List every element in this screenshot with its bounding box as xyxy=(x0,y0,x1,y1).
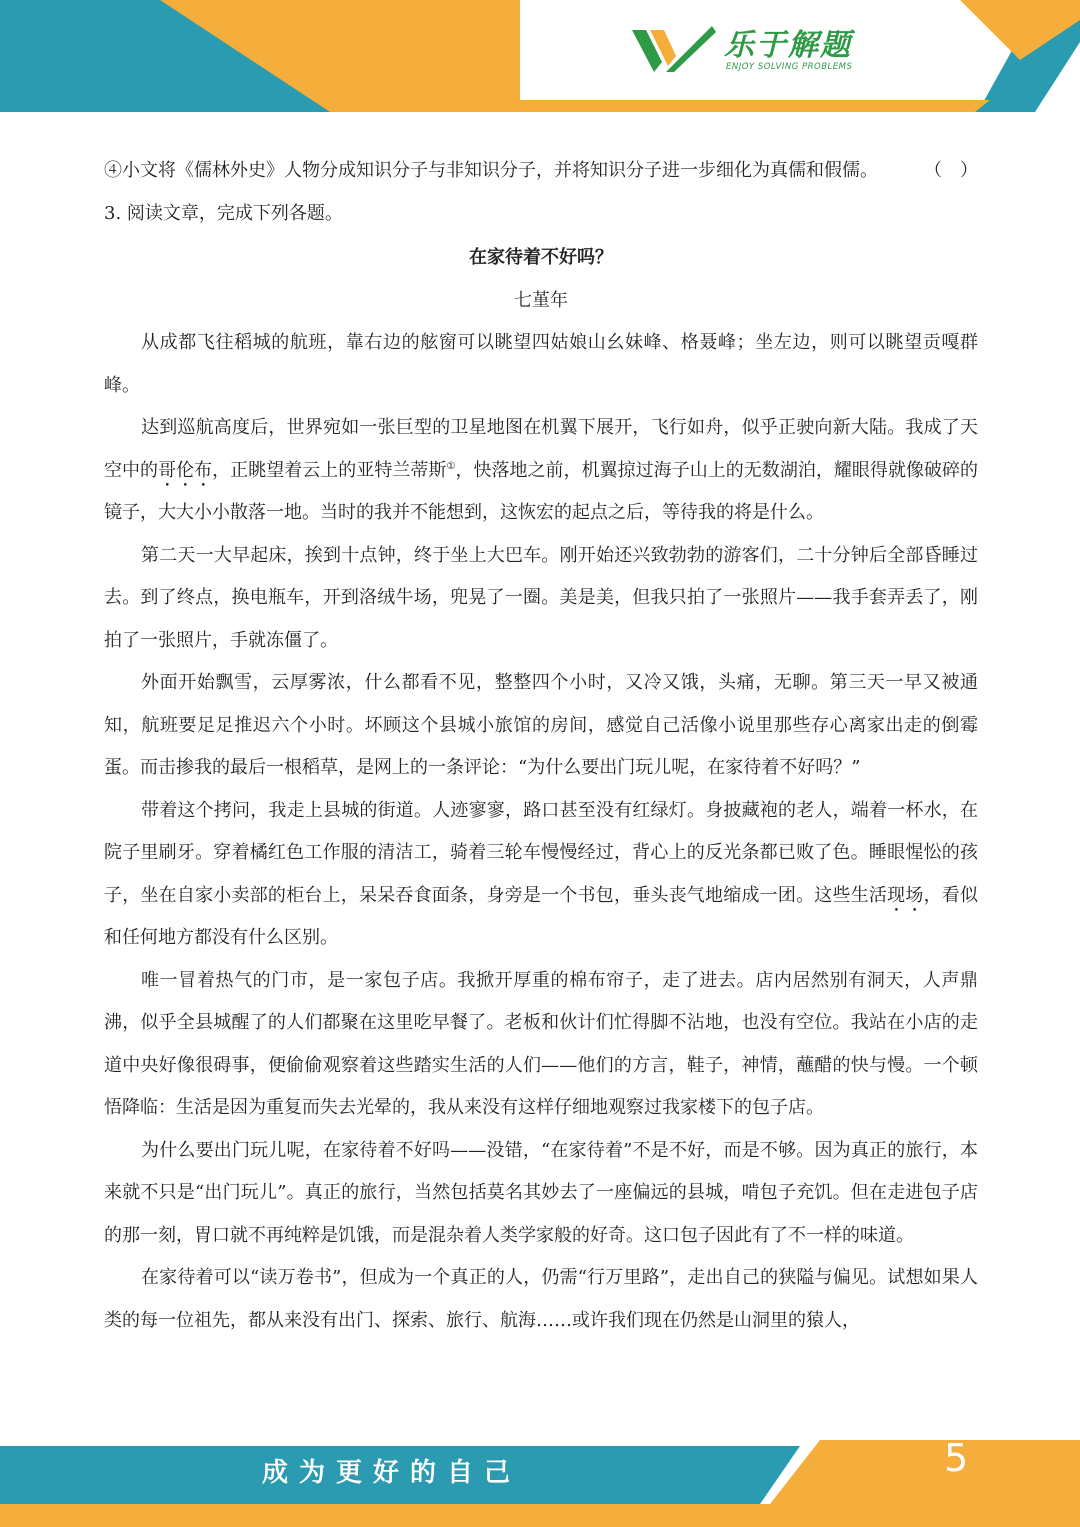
brand-name: 乐于解题 xyxy=(724,28,852,63)
paragraph-4: 外面开始飘雪，云厚雾浓，什么都看不见，整整四个小时，又冷又饿，头痛，无聊。第三天一早又被通知，航班要足足推迟六个小时。坏顾这个县城小旅馆的房间，感觉自己活像小说里那些存心离家出走的倒霉蛋。而击掺我的最后一根稻草，是网上的一条评论：“为什么要出门玩儿呢，在家待着不好吗？” xyxy=(104,672,978,778)
article-content xyxy=(104,150,978,1342)
question-3-heading: 3. 阅读文章，完成下列各题。 xyxy=(104,202,343,224)
paragraph-1: 从成都飞往稻城的航班，靠右边的舷窗可以眺望四姑娘山幺妹峰、格聂峰；坐左边，则可以眺望贡嘎群峰。 xyxy=(104,332,978,396)
paragraph-7: 为什么要出门玩儿呢，在家待着不好吗——没错，“在家待着”不是不好，而是不够。因为真正的旅行，本来就不只是“出门玩儿”。真正的旅行，当然包括莫名其妙去了一座偏远的县城，啃包子充饥。但在走进包子店的那一刻，胃口就不再纯粹是饥饿，而是混杂着人类学家般的好奇。这口包子因此有了不一样的味道。 xyxy=(104,1139,978,1246)
paragraph-2-part-a: 达到巡航高度后，世界宛如一张巨型的卫星地图在机翼下展开，飞行如舟，似乎正驶向新大陆。我成了天空中的 xyxy=(104,417,978,481)
page-header xyxy=(0,0,1080,112)
question-item-4 xyxy=(104,150,978,193)
paragraph-2-part-c: ，快落地之前，机翼掠过海子山上的无数湖泊，耀眼得就像破碎的镜子，大大小小散落一地。当时的我并不能想到，这恢宏的起点之后，等待我的将是什么。 xyxy=(104,459,979,523)
paragraph-2-part-b: ，正眺望着云上的亚特兰蒂斯 xyxy=(212,459,447,481)
brand-tagline: ENJOY SOLVING PROBLEMS xyxy=(726,62,853,72)
paragraph-6: 唯一冒着热气的门市，是一家包子店。我掀开厚重的棉布帘子，走了进去。店内居然别有洞天，人声鼎沸，似乎全县城醒了的人们都聚在这里吃早餐了。老板和伙计们忙得脚不沾地，也没有空位。我站在小店的走道中央好像很碍事，便偷偷观察着这些踏实生活的人们——他们的方言，鞋子，神情，蘸醋的快与慢。一个顿悟降临：生活是因为重复而失去光晕的，我从来没有这样仔细地观察过我家楼下的包子店。 xyxy=(104,969,978,1118)
emphasis-dotted-word: 现场 xyxy=(887,884,924,906)
w-check-icon xyxy=(632,22,716,74)
footer-banner xyxy=(0,1440,1080,1527)
emphasis-dotted-word: 哥伦布 xyxy=(158,459,213,481)
paragraph-8: 在家待着可以“读万卷书”，但成为一个真正的人，仍需“行万里路”，走出自己的狭隘与偏见。试想如果人类的每一位祖先，都从来没有出门、探索、旅行、航海……或许我们现在仍然是山洞里的猿人， xyxy=(104,1267,978,1331)
header-banner xyxy=(0,0,1080,112)
paragraph-5 xyxy=(104,790,978,960)
answer-bracket: （ ） xyxy=(924,160,978,181)
article-title: 在家待着不好吗？ xyxy=(469,247,613,268)
paragraph-5-part-b: ，看似和任何地方都没有什么区别。 xyxy=(104,884,979,948)
page-number: 5 xyxy=(944,1436,969,1480)
article-author: 七堇年 xyxy=(514,289,568,311)
question-item-4-text: ④小文将《儒林外史》人物分成知识分子与非知识分子，并将知识分子进一步细化为真儒和假儒。 xyxy=(104,160,878,181)
page-footer xyxy=(0,1440,1080,1527)
paragraph-3: 第二天一大早起床，挨到十点钟，终于坐上大巴车。刚开始还兴致勃勃的游客们，二十分钟后全部昏睡过去。到了终点，换电瓶车，开到洛绒牛场，兜晃了一圈。美是美，但我只拍了一张照片——我手套弄丢了，刚拍了一张照片，手就冻僵了。 xyxy=(104,544,978,651)
paragraph-5-part-a: 带着这个拷问，我走上县城的街道。人迹寥寥，路口甚至没有红绿灯。身披藏袍的老人，端着一杯水，在院子里刷牙。穿着橘红色工作服的清洁工，骑着三轮车慢慢经过，背心上的反光条都已败了色。睡眼惺忪的孩子，坐在自家小卖部的柜台上，呆呆吞食面条，身旁是一个书包，垂头丧气地缩成一团。这些生活 xyxy=(104,799,978,906)
paragraph-2 xyxy=(104,407,978,535)
footer-slogan: 成为更好的自己 xyxy=(262,1458,522,1488)
footnote-marker: ① xyxy=(446,460,456,472)
brand-logo xyxy=(632,18,892,78)
